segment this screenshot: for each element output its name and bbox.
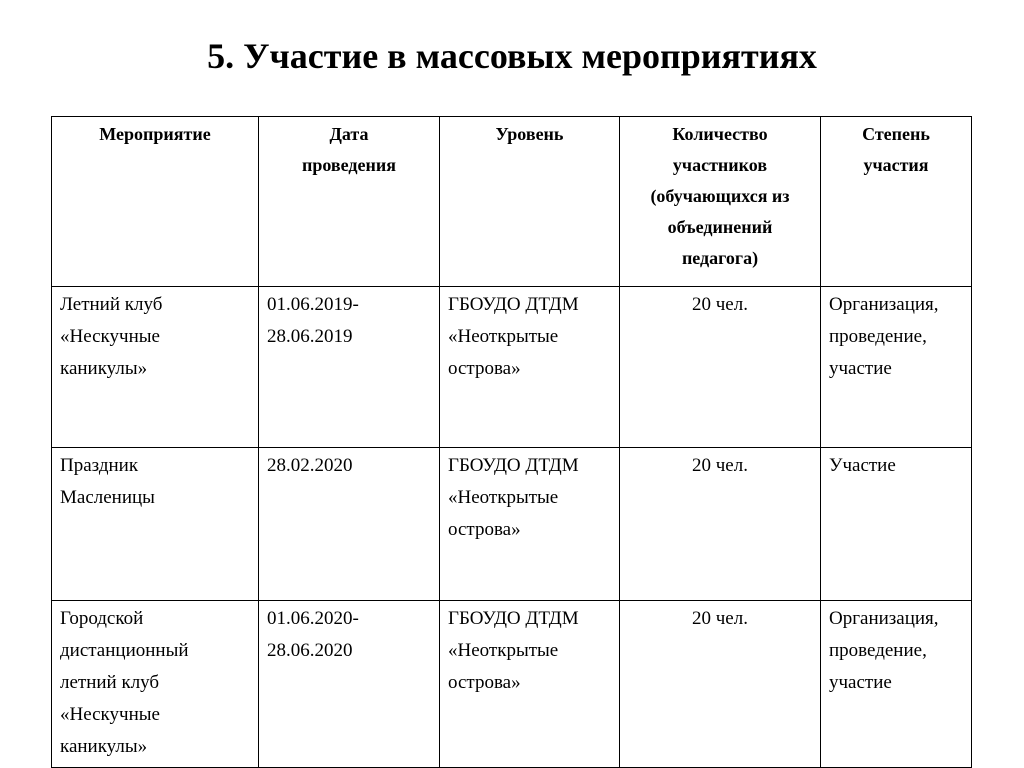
cell-participants: 20 чел. [620, 448, 821, 601]
table-row [52, 601, 972, 768]
cell-level: ГБОУДО ДТДМ «Неоткрытые острова» [440, 601, 620, 768]
cell-role: Организация, проведение, участие [821, 287, 972, 448]
events-table [51, 116, 972, 768]
header-date: Дата проведения [259, 117, 440, 287]
table-row [52, 287, 972, 448]
cell-date: 28.02.2020 [259, 448, 440, 601]
table-header-row [52, 117, 972, 287]
cell-role: Участие [821, 448, 972, 601]
cell-participants: 20 чел. [620, 601, 821, 768]
cell-participants: 20 чел. [620, 287, 821, 448]
cell-event: Праздник Масленицы [52, 448, 259, 601]
cell-date: 01.06.2019- 28.06.2019 [259, 287, 440, 448]
cell-event: Летний клуб «Нескучные каникулы» [52, 287, 259, 448]
header-level: Уровень [440, 117, 620, 287]
cell-level: ГБОУДО ДТДМ «Неоткрытые острова» [440, 287, 620, 448]
cell-event: Городской дистанционный летний клуб «Нескучные каникулы» [52, 601, 259, 768]
header-participants: Количество участников (обучающихся из объединений педагога) [620, 117, 821, 287]
cell-role: Организация, проведение, участие [821, 601, 972, 768]
header-role: Степень участия [821, 117, 972, 287]
table-row [52, 448, 972, 601]
header-event: Мероприятие [52, 117, 259, 287]
cell-level: ГБОУДО ДТДМ «Неоткрытые острова» [440, 448, 620, 601]
cell-date: 01.06.2020- 28.06.2020 [259, 601, 440, 768]
slide-title: 5. Участие в массовых мероприятиях [207, 36, 817, 76]
